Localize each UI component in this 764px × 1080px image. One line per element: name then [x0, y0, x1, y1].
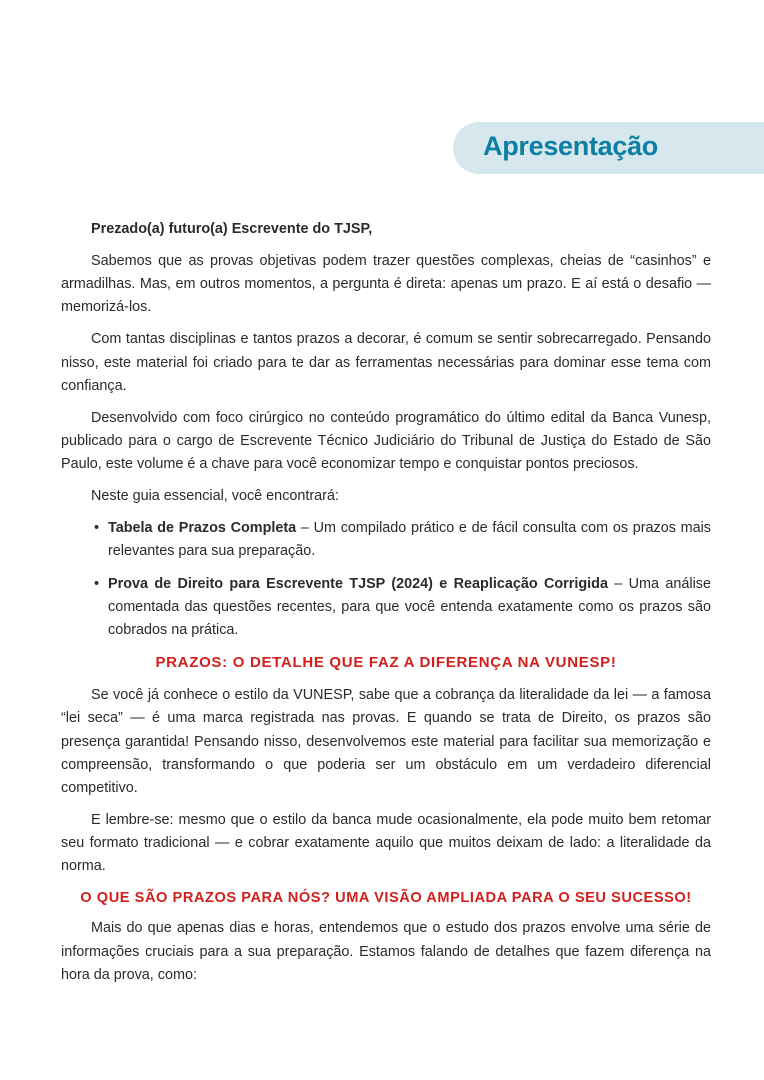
section-heading-prazos: PRAZOS: O DETALHE QUE FAZ A DIFERENÇA NA VUNESP! — [155, 654, 617, 672]
intro-paragraph-3: Desenvolvido com foco cirúrgico no conteúdo programático do último edital da Banca Vunesp, publicado para o cargo de Escrevente Técnico Judiciário do Tribunal de Justiça do Estado de São Paulo, este volume é a chave para você economizar tempo e conquistar pontos preciosos. — [61, 409, 711, 473]
bullet-list — [61, 517, 711, 642]
bullet-title: Prova de Direito para Escrevente TJSP (2024) e Reaplicação Corrigida — [108, 575, 608, 592]
bullet-item — [94, 517, 712, 563]
intro-paragraph-2: Com tantas disciplinas e tantos prazos a decorar, é comum se sentir sobrecarregado. Pensando nisso, este material foi criado para te dar as ferramentas necessárias para dominar esse tema com confiança. — [61, 331, 711, 394]
section1-paragraph-1: Se você já conhece o estilo da VUNESP, sabe que a cobrança da literalidade da lei — a famosa “lei seca” — é uma marca registrada nas provas. E quando se trata de Direito, os prazos são presença garantida! Pensando nisso, desenvolvemos este material para facilitar sua memorização e compreensão, transformando o que poderia ser um obstáculo em um verdadeiro diferencial competitivo. — [61, 687, 711, 797]
section-heading-visao: O QUE SÃO PRAZOS PARA NÓS? UMA VISÃO AMPLIADA PARA O SEU SUCESSO! — [80, 890, 692, 907]
bullet-text: – Uma análise comentada das questões recentes, para que você entenda exatamente como os prazos são cobrados na prática. — [108, 575, 711, 639]
section-title-banner — [453, 122, 764, 174]
bullet-icon: • — [94, 575, 100, 592]
greeting: Prezado(a) futuro(a) Escrevente do TJSP, — [91, 221, 373, 237]
document-body — [61, 218, 711, 996]
bullet-item — [94, 573, 711, 643]
page-title: Apresentação — [483, 131, 658, 161]
section2-paragraph-1: Mais do que apenas dias e horas, entendemos que o estudo dos prazos envolve uma série de informações cruciais para a sua preparação. Estamos falando de detalhes que fazem diferença na hora da prova, como: — [61, 920, 711, 983]
bullet-text: – Um compilado prático e de fácil consulta com os prazos mais relevantes para sua preparação. — [108, 520, 712, 560]
intro-paragraph-1: Sabemos que as provas objetivas podem trazer questões complexas, cheias de “casinhos” e armadilhas. Mas, em outros momentos, a pergunta é direta: apenas um prazo. E aí está o desafio — memorizá-los. — [61, 253, 711, 316]
bullet-title: Tabela de Prazos Completa — [108, 520, 297, 537]
bullet-icon: • — [94, 520, 100, 537]
intro-paragraph-4: Neste guia essencial, você encontrará: — [91, 488, 339, 505]
section1-paragraph-2: E lembre-se: mesmo que o estilo da banca mude ocasionalmente, ela pode muito bem retomar seu formato tradicional — e cobrar exatamente aquilo que muitos deixam de lado: a literalidade da norma. — [61, 812, 711, 875]
